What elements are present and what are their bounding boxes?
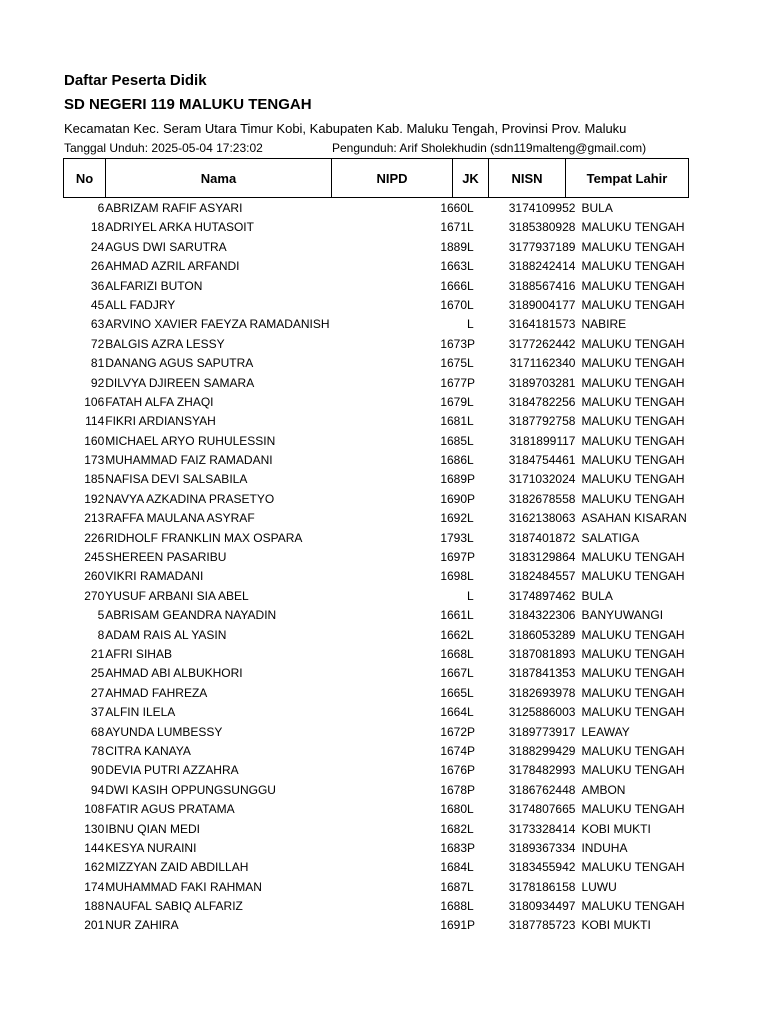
row-nama: ADRIYEL ARKA HUTASOIT bbox=[105, 220, 254, 235]
table-row bbox=[63, 412, 687, 431]
row-tempat-lahir: MALUKU TENGAH bbox=[581, 453, 685, 468]
header-no: No bbox=[64, 159, 106, 198]
row-jk: L bbox=[467, 569, 474, 584]
row-tempat-lahir: ASAHAN KISARAN bbox=[581, 511, 687, 526]
row-jk: L bbox=[467, 899, 474, 914]
row-jk: P bbox=[467, 840, 476, 855]
row-jk: P bbox=[467, 743, 476, 758]
row-jk: L bbox=[467, 239, 474, 254]
table-row bbox=[63, 839, 687, 858]
row-nipd: 1683 bbox=[440, 840, 468, 855]
row-no: 162 bbox=[84, 860, 105, 875]
row-no: 185 bbox=[84, 472, 105, 487]
row-jk: L bbox=[467, 646, 474, 661]
row-jk: L bbox=[467, 530, 474, 545]
row-jk: L bbox=[467, 394, 474, 409]
row-tempat-lahir: MALUKU TENGAH bbox=[581, 433, 685, 448]
header-tempat-lahir: Tempat Lahir bbox=[566, 159, 689, 198]
row-nipd: 1663 bbox=[440, 259, 468, 274]
row-tempat-lahir: KOBI MUKTI bbox=[581, 918, 651, 933]
row-nama: ALL FADJRY bbox=[105, 297, 176, 312]
table-row bbox=[63, 470, 687, 489]
row-jk: L bbox=[467, 511, 474, 526]
row-no: 18 bbox=[90, 220, 105, 235]
row-tempat-lahir: KOBI MUKTI bbox=[581, 821, 651, 836]
row-jk: L bbox=[467, 685, 474, 700]
row-jk: L bbox=[467, 414, 474, 429]
row-nisn: 3187792758 bbox=[508, 414, 576, 429]
row-tempat-lahir: MALUKU TENGAH bbox=[581, 743, 685, 758]
row-no: 90 bbox=[90, 763, 105, 778]
row-nipd: 1676 bbox=[440, 763, 468, 778]
row-tempat-lahir: MALUKU TENGAH bbox=[581, 569, 685, 584]
row-nisn: 3186053289 bbox=[508, 627, 576, 642]
table-row bbox=[63, 703, 687, 722]
table-row bbox=[63, 354, 687, 373]
row-nisn: 3183129864 bbox=[508, 550, 576, 565]
row-no: 188 bbox=[84, 899, 105, 914]
row-nisn: 3183455942 bbox=[508, 860, 576, 875]
row-no: 78 bbox=[90, 743, 105, 758]
row-nama: KESYA NURAINI bbox=[105, 840, 197, 855]
row-jk: P bbox=[467, 724, 476, 739]
table-row bbox=[63, 878, 687, 897]
row-nisn: 3186762448 bbox=[508, 782, 576, 797]
table-row bbox=[63, 315, 687, 334]
row-nisn: 3164181573 bbox=[508, 317, 576, 332]
row-nama: RAFFA MAULANA ASYRAF bbox=[105, 511, 255, 526]
row-nipd: 1692 bbox=[440, 511, 468, 526]
row-tempat-lahir: MALUKU TENGAH bbox=[581, 259, 685, 274]
row-tempat-lahir: MALUKU TENGAH bbox=[581, 491, 685, 506]
row-tempat-lahir: MALUKU TENGAH bbox=[581, 336, 685, 351]
table-row bbox=[63, 490, 687, 509]
row-tempat-lahir: MALUKU TENGAH bbox=[581, 414, 685, 429]
row-no: 36 bbox=[90, 278, 105, 293]
row-no: 160 bbox=[84, 433, 105, 448]
row-nama: AGUS DWI SARUTRA bbox=[105, 239, 227, 254]
row-jk: P bbox=[467, 336, 476, 351]
row-no: 27 bbox=[90, 685, 105, 700]
table-row bbox=[63, 509, 687, 528]
row-jk: L bbox=[467, 879, 474, 894]
row-no: 37 bbox=[90, 705, 105, 720]
row-nisn: 3174807665 bbox=[508, 802, 576, 817]
row-tempat-lahir: MALUKU TENGAH bbox=[581, 394, 685, 409]
row-nisn: 3189703281 bbox=[508, 375, 576, 390]
table-row bbox=[63, 335, 687, 354]
row-nisn: 3187081893 bbox=[508, 646, 576, 661]
table-row bbox=[63, 742, 687, 761]
row-nama: ABRISAM GEANDRA NAYADIN bbox=[105, 608, 277, 623]
table-row bbox=[63, 393, 687, 412]
table-row bbox=[63, 548, 687, 567]
row-no: 270 bbox=[84, 588, 105, 603]
row-jk: P bbox=[467, 763, 476, 778]
row-nama: MICHAEL ARYO RUHULESSIN bbox=[105, 433, 276, 448]
row-nisn: 3180934497 bbox=[508, 899, 576, 914]
table-row bbox=[63, 238, 687, 257]
row-no: 45 bbox=[90, 297, 105, 312]
row-nipd: 1686 bbox=[440, 453, 468, 468]
row-nama: FIKRI ARDIANSYAH bbox=[105, 414, 216, 429]
table-row bbox=[63, 858, 687, 877]
row-jk: L bbox=[467, 220, 474, 235]
table-row bbox=[63, 277, 687, 296]
row-nama: DEVIA PUTRI AZZAHRA bbox=[105, 763, 239, 778]
table-row bbox=[63, 664, 687, 683]
row-tempat-lahir: SALATIGA bbox=[581, 530, 640, 545]
row-nisn: 3187785723 bbox=[508, 918, 576, 933]
row-nipd: 1679 bbox=[440, 394, 468, 409]
table-row bbox=[63, 684, 687, 703]
row-nipd: 1674 bbox=[440, 743, 468, 758]
row-tempat-lahir: MALUKU TENGAH bbox=[581, 239, 685, 254]
row-nisn: 3182693978 bbox=[508, 685, 576, 700]
row-nisn: 3182678558 bbox=[508, 491, 576, 506]
row-tempat-lahir: NABIRE bbox=[581, 317, 627, 332]
table-row bbox=[63, 432, 687, 451]
school-name: SD NEGERI 119 MALUKU TENGAH bbox=[64, 96, 312, 113]
table-row bbox=[63, 606, 687, 625]
row-jk: L bbox=[467, 433, 474, 448]
row-nipd: 1682 bbox=[440, 821, 468, 836]
table-row bbox=[63, 257, 687, 276]
region-line: Kecamatan Kec. Seram Utara Timur Kobi, Kabupaten Kab. Maluku Tengah, Provinsi Prov. Maluku bbox=[64, 121, 627, 136]
table-row bbox=[63, 781, 687, 800]
table-row bbox=[63, 451, 687, 470]
row-nama: NAFISA DEVI SALSABILA bbox=[105, 472, 248, 487]
row-nipd bbox=[405, 587, 467, 606]
row-nisn: 3184754461 bbox=[508, 453, 576, 468]
row-nipd: 1681 bbox=[440, 414, 468, 429]
row-nisn: 3177937189 bbox=[508, 239, 576, 254]
row-nama: SHEREEN PASARIBU bbox=[105, 550, 227, 565]
row-tempat-lahir: MALUKU TENGAH bbox=[581, 220, 685, 235]
row-no: 260 bbox=[84, 569, 105, 584]
row-nipd: 1673 bbox=[440, 336, 468, 351]
row-no: 201 bbox=[84, 918, 105, 933]
table-row bbox=[63, 218, 687, 237]
row-tempat-lahir: MALUKU TENGAH bbox=[581, 472, 685, 487]
row-nama: DANANG AGUS SAPUTRA bbox=[105, 356, 254, 371]
row-nisn: 3171032024 bbox=[508, 472, 576, 487]
row-nisn: 3182484557 bbox=[508, 569, 576, 584]
table-row bbox=[63, 374, 687, 393]
row-nama: AFRI SIHAB bbox=[105, 646, 172, 661]
row-tempat-lahir: MALUKU TENGAH bbox=[581, 627, 685, 642]
row-nipd: 1680 bbox=[440, 802, 468, 817]
row-jk: L bbox=[467, 278, 474, 293]
downloader: Pengunduh: Arif Sholekhudin (sdn119malteng@gmail.com) bbox=[332, 141, 647, 155]
row-nipd: 1675 bbox=[440, 356, 468, 371]
row-nipd: 1670 bbox=[440, 297, 468, 312]
row-nama: RIDHOLF FRANKLIN MAX OSPARA bbox=[105, 530, 303, 545]
download-date: Tanggal Unduh: 2025-05-04 17:23:02 bbox=[64, 141, 263, 155]
row-nipd: 1690 bbox=[440, 491, 468, 506]
row-nipd: 1698 bbox=[440, 569, 468, 584]
row-nisn: 3178186158 bbox=[508, 879, 576, 894]
row-no: 26 bbox=[90, 259, 105, 274]
row-nipd: 1660 bbox=[440, 201, 468, 215]
row-nipd: 1697 bbox=[440, 550, 468, 565]
row-tempat-lahir: LUWU bbox=[581, 879, 617, 894]
row-nama: BALGIS AZRA LESSY bbox=[105, 336, 225, 351]
row-tempat-lahir: AMBON bbox=[581, 782, 626, 797]
row-no: 24 bbox=[90, 239, 105, 254]
row-nisn: 3187401872 bbox=[508, 530, 576, 545]
row-nipd: 1664 bbox=[440, 705, 468, 720]
row-no: 130 bbox=[84, 821, 105, 836]
row-nama: NUR ZAHIRA bbox=[105, 918, 179, 933]
row-no: 8 bbox=[97, 627, 105, 642]
row-nama: YUSUF ARBANI SIA ABEL bbox=[105, 588, 249, 603]
row-tempat-lahir: MALUKU TENGAH bbox=[581, 550, 685, 565]
row-nipd: 1684 bbox=[440, 860, 468, 875]
row-tempat-lahir: MALUKU TENGAH bbox=[581, 705, 685, 720]
row-nama: DWI KASIH OPPUNGSUNGGU bbox=[105, 782, 276, 797]
row-nama: ADAM RAIS AL YASIN bbox=[105, 627, 227, 642]
row-nisn: 3188567416 bbox=[508, 278, 576, 293]
row-jk: L bbox=[467, 453, 474, 468]
row-nama: NAVYA AZKADINA PRASETYO bbox=[105, 491, 275, 506]
row-nisn: 3173328414 bbox=[508, 821, 576, 836]
row-no: 63 bbox=[90, 317, 105, 332]
row-jk: P bbox=[467, 472, 476, 487]
row-no: 94 bbox=[90, 782, 105, 797]
header-nama: Nama bbox=[106, 159, 332, 198]
row-no: 72 bbox=[90, 336, 105, 351]
row-tempat-lahir: MALUKU TENGAH bbox=[581, 646, 685, 661]
table-row bbox=[63, 199, 687, 218]
row-nisn: 3178482993 bbox=[508, 763, 576, 778]
row-no: 81 bbox=[90, 356, 105, 371]
row-tempat-lahir: MALUKU TENGAH bbox=[581, 297, 685, 312]
row-jk: L bbox=[467, 259, 474, 274]
row-nama: ABRIZAM RAFIF ASYARI bbox=[105, 201, 243, 215]
row-tempat-lahir: MALUKU TENGAH bbox=[581, 899, 685, 914]
row-nama: DILVYA DJIREEN SAMARA bbox=[105, 375, 255, 390]
table-row bbox=[63, 800, 687, 819]
row-nama: AHMAD ABI ALBUKHORI bbox=[105, 666, 243, 681]
row-nama: AHMAD AZRIL ARFANDI bbox=[105, 259, 240, 274]
row-jk: P bbox=[467, 550, 476, 565]
document-title: Daftar Peserta Didik bbox=[64, 72, 207, 89]
row-nipd: 1678 bbox=[440, 782, 468, 797]
row-jk: L bbox=[467, 627, 474, 642]
table-row bbox=[63, 916, 687, 935]
row-nama: IBNU QIAN MEDI bbox=[105, 821, 200, 836]
row-jk: L bbox=[467, 588, 474, 603]
row-nipd: 1687 bbox=[440, 879, 468, 894]
table-row bbox=[63, 529, 687, 548]
row-no: 213 bbox=[84, 511, 105, 526]
row-nipd: 1689 bbox=[440, 472, 468, 487]
row-nisn: 3177262442 bbox=[508, 336, 576, 351]
table-row bbox=[63, 587, 687, 606]
row-nipd: 1793 bbox=[440, 530, 468, 545]
row-nipd: 1671 bbox=[440, 220, 468, 235]
row-jk: L bbox=[467, 802, 474, 817]
row-nama: NAUFAL SABIQ ALFARIZ bbox=[105, 899, 243, 914]
row-nisn: 3184782256 bbox=[508, 394, 576, 409]
row-no: 226 bbox=[84, 530, 105, 545]
row-no: 144 bbox=[84, 840, 105, 855]
row-nama: CITRA KANAYA bbox=[105, 743, 191, 758]
row-nipd: 1672 bbox=[440, 724, 468, 739]
student-rows bbox=[63, 199, 687, 936]
row-no: 6 bbox=[97, 201, 105, 215]
row-nipd: 1667 bbox=[440, 666, 468, 681]
row-nama: ARVINO XAVIER FAEYZA RAMADANISH bbox=[105, 317, 330, 332]
row-tempat-lahir: MALUKU TENGAH bbox=[581, 278, 685, 293]
row-no: 106 bbox=[84, 394, 105, 409]
row-nama: FATAH ALFA ZHAQI bbox=[105, 394, 214, 409]
row-nipd: 1666 bbox=[440, 278, 468, 293]
row-nisn: 3185380928 bbox=[508, 220, 576, 235]
row-jk: L bbox=[467, 821, 474, 836]
table-row bbox=[63, 820, 687, 839]
row-nipd: 1688 bbox=[440, 899, 468, 914]
row-nama: VIKRI RAMADANI bbox=[105, 569, 204, 584]
row-no: 21 bbox=[90, 646, 105, 661]
row-no: 174 bbox=[84, 879, 105, 894]
row-jk: L bbox=[467, 317, 474, 332]
row-nisn: 3181899117 bbox=[509, 433, 576, 448]
row-no: 92 bbox=[90, 375, 105, 390]
row-no: 5 bbox=[97, 608, 105, 623]
row-jk: L bbox=[467, 297, 474, 312]
row-jk: L bbox=[467, 608, 474, 623]
table-row bbox=[63, 897, 687, 916]
row-nama: ALFIN ILELA bbox=[105, 705, 176, 720]
row-nisn: 3174109952 bbox=[508, 201, 576, 215]
row-nama: AYUNDA LUMBESSY bbox=[105, 724, 223, 739]
row-tempat-lahir: MALUKU TENGAH bbox=[581, 666, 685, 681]
row-tempat-lahir: MALUKU TENGAH bbox=[581, 375, 685, 390]
row-jk: P bbox=[467, 782, 476, 797]
row-no: 25 bbox=[90, 666, 105, 681]
row-tempat-lahir: MALUKU TENGAH bbox=[581, 356, 685, 371]
row-nisn: 3188299429 bbox=[508, 743, 576, 758]
row-no: 173 bbox=[84, 453, 105, 468]
row-nama: ALFARIZI BUTON bbox=[105, 278, 203, 293]
row-jk: L bbox=[467, 666, 474, 681]
row-tempat-lahir: BULA bbox=[581, 588, 613, 603]
row-jk: P bbox=[467, 491, 476, 506]
row-nisn: 3184322306 bbox=[508, 608, 576, 623]
row-jk: P bbox=[467, 375, 476, 390]
row-nipd bbox=[405, 315, 467, 334]
table-row bbox=[63, 567, 687, 586]
row-nipd: 1661 bbox=[440, 608, 468, 623]
row-nipd: 1685 bbox=[440, 433, 468, 448]
table-row bbox=[63, 296, 687, 315]
header-nisn: NISN bbox=[489, 159, 566, 198]
row-no: 108 bbox=[84, 802, 105, 817]
row-tempat-lahir: MALUKU TENGAH bbox=[581, 685, 685, 700]
table-row bbox=[63, 761, 687, 780]
row-nama: MUHAMMAD FAIZ RAMADANI bbox=[105, 453, 273, 468]
row-no: 114 bbox=[85, 414, 105, 429]
row-no: 245 bbox=[84, 550, 105, 565]
row-nisn: 3188242414 bbox=[508, 259, 576, 274]
row-nisn: 3189773917 bbox=[508, 724, 576, 739]
row-tempat-lahir: MALUKU TENGAH bbox=[581, 802, 685, 817]
row-tempat-lahir: MALUKU TENGAH bbox=[581, 763, 685, 778]
row-nama: MIZZYAN ZAID ABDILLAH bbox=[105, 860, 249, 875]
row-nisn: 3187841353 bbox=[508, 666, 576, 681]
row-jk: L bbox=[467, 201, 474, 215]
row-nisn: 3171162340 bbox=[509, 356, 576, 371]
row-nisn: 3162138063 bbox=[508, 511, 576, 526]
row-nama: MUHAMMAD FAKI RAHMAN bbox=[105, 879, 262, 894]
row-jk: L bbox=[467, 705, 474, 720]
row-nisn: 3189367334 bbox=[508, 840, 576, 855]
row-nipd: 1668 bbox=[440, 646, 468, 661]
row-tempat-lahir: BANYUWANGI bbox=[581, 608, 664, 623]
row-jk: P bbox=[467, 918, 476, 933]
row-nisn: 3125886003 bbox=[508, 705, 576, 720]
row-nisn: 3174897462 bbox=[508, 588, 576, 603]
table-row bbox=[63, 723, 687, 742]
row-tempat-lahir: INDUHA bbox=[581, 840, 628, 855]
table-row bbox=[63, 626, 687, 645]
header-jk: JK bbox=[453, 159, 489, 198]
row-tempat-lahir: MALUKU TENGAH bbox=[581, 860, 685, 875]
row-jk: L bbox=[467, 356, 474, 371]
row-nama: FATIR AGUS PRATAMA bbox=[105, 802, 235, 817]
header-nipd: NIPD bbox=[332, 159, 453, 198]
row-nisn: 3189004177 bbox=[508, 297, 576, 312]
row-nipd: 1677 bbox=[440, 375, 468, 390]
row-jk: L bbox=[467, 860, 474, 875]
row-tempat-lahir: LEAWAY bbox=[581, 724, 630, 739]
row-no: 68 bbox=[90, 724, 105, 739]
table-header bbox=[63, 158, 689, 198]
row-nipd: 1665 bbox=[440, 685, 468, 700]
row-no: 192 bbox=[84, 491, 105, 506]
row-nipd: 1889 bbox=[440, 239, 468, 254]
row-nama: AHMAD FAHREZA bbox=[105, 685, 208, 700]
row-nipd: 1662 bbox=[440, 627, 468, 642]
row-nipd: 1691 bbox=[440, 918, 468, 933]
row-tempat-lahir: BULA bbox=[581, 201, 613, 215]
table-row bbox=[63, 645, 687, 664]
